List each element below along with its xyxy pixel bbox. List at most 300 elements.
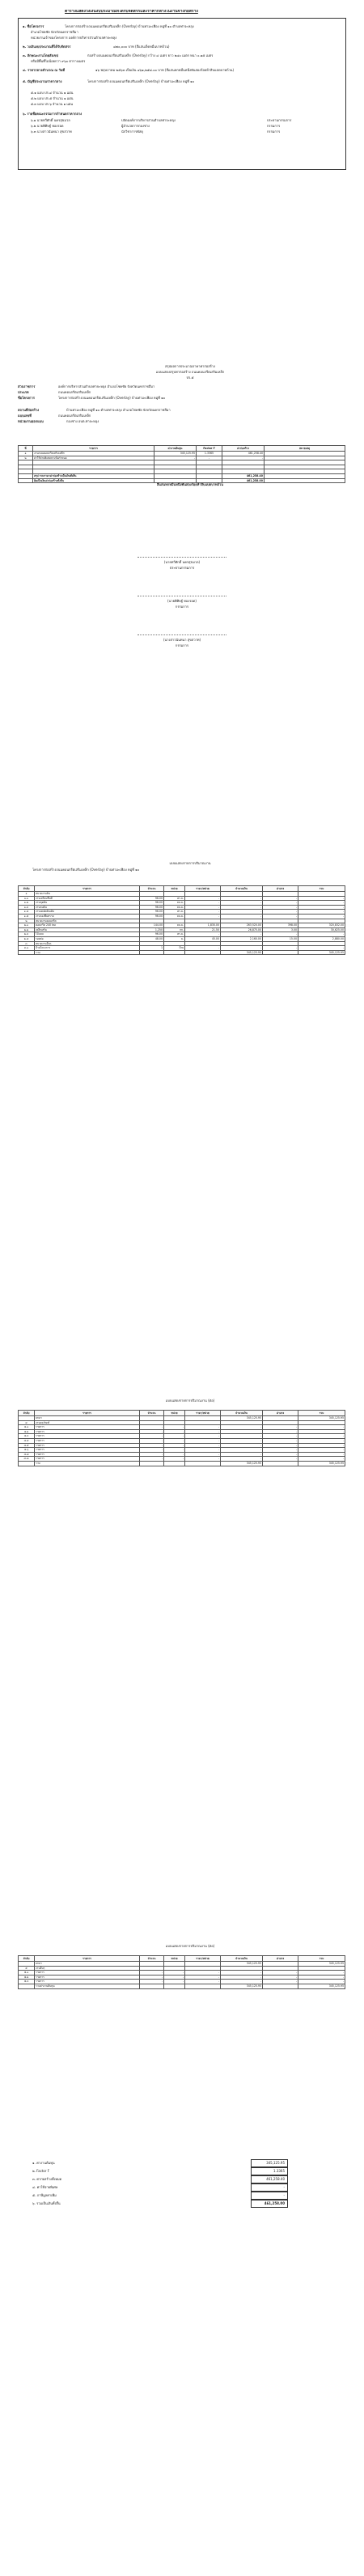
table-cell: - [140,1975,164,1980]
table-cell: 345,125.95 [298,950,345,955]
table-cell: - [298,914,345,919]
table-cell: 398.00 [263,923,298,928]
table-cell: - [185,1438,221,1443]
p1-item-1-text: โครงการก่อสร้างถนนคอนกรีตเสริมเหล็ก (Overlay) บ้านท่ามะเฟือง หมู่ที่ ๑๐ ตำบลท่าจะหลุง [65,24,194,28]
table-row [19,1461,345,1466]
p4-head: แบบแสดงรายการปริมาณงาน (ต่อ) [165,1398,215,1403]
table-cell: รายการ [35,1980,140,1984]
table-cell: - [298,1448,345,1453]
table-row [19,1984,345,1988]
p5-note-1: ๑. ค่างานต้นทุน [32,2161,55,2165]
table-cell: ๑.๓ [19,905,35,910]
table-cell: ตร.ม. [164,910,185,915]
table-cell: - [263,946,298,951]
table-cell: - [263,1980,298,1984]
table-cell: - [298,1434,345,1439]
table-cell: ๓ [19,941,35,946]
table-cell [185,950,221,955]
table-cell: งานครุภัณฑ์ [35,1420,140,1425]
p1-item-3b-text: หรือมีพื้นที่ไม่น้อยกว่า ๙๖๐ ตารางเมตร [31,59,86,63]
table-cell: - [185,1425,221,1430]
table-cell: - [185,910,221,915]
table-cell: 96.00 [140,896,164,901]
table-cell [140,1984,164,1988]
table-cell: - [263,914,298,919]
p1-committee-1-role: ประธานกรรมการ [267,118,292,122]
p1-committee-1-pos: ปลัดองค์การบริหารส่วนตำบลท่าจะหลุง [121,118,176,122]
table-cell: 96.00 [140,914,164,919]
table-cell: ๕.๑ [19,1971,35,1975]
table-cell: ๔.๒ [19,1429,35,1434]
table-cell: ยกมา [35,1416,140,1421]
table-cell: - [185,905,221,910]
table-cell [263,950,298,955]
table-row: ๑ งานถนนคอนกรีตเสริมเหล็ก 345,125.95 1.3365 461,258.40 [19,452,345,456]
table-cell: 96.00 [140,910,164,915]
p2-info-1-v: ถนนคอนกรีตเสริมเหล็ก [58,390,91,394]
p2-sign-1-role: ประธานกรรมการ [169,566,195,570]
table-cell: - [221,1438,263,1443]
table-cell: - [263,1438,298,1443]
table-cell: - [263,1971,298,1975]
table-cell: - [221,932,263,937]
p5-note-2: ๒. Factor F [32,2169,49,2173]
table-cell: 96.00 [140,901,164,906]
table-row: ๒ ค่าใช้จ่ายพิเศษตามข้อกำหนด - - - [19,456,345,460]
p2-info-0-v: องค์การบริหารส่วนตำบลท่าจะหลุง อำเภอโชคชัย จังหวัดนครราชสีมา [58,384,155,388]
p3-project: โครงการก่อสร้างถนนคอนกรีตเสริมเหล็ก (Overlay) บ้านท่ามะเฟือง หมู่ที่ ๑๐ [32,868,140,872]
table-cell: ป้าย [164,946,185,951]
table-cell: รายการ [35,1425,140,1430]
table-cell: ๔.๘ [19,1457,35,1462]
p4-boq-table [18,1410,345,1466]
table-cell [263,1461,298,1466]
table-cell: - [140,1448,164,1453]
p2-col-cost: ค่างานต้นทุน [154,446,197,452]
table-cell: รายการ [35,1971,140,1975]
table-cell: 96.00 [140,932,164,937]
table-cell: หมวดงานดิน [35,892,140,897]
table-cell: 345,125.95 [221,1984,263,1988]
table-cell: - [140,1434,164,1439]
table-cell: งานเตรียมพื้นที่ [35,896,140,901]
table-cell: - [140,1425,164,1430]
table-cell: - [185,946,221,951]
p2-info-5-v: กองช่าง อบต.ท่าจะหลุง [66,419,99,423]
table-cell: ๓.๑ [19,946,35,951]
p2-head3: ปร.๕ [186,376,194,380]
p2-col-total: ค่าก่อสร้าง [222,446,265,452]
table-cell: - [263,1443,298,1448]
p5-summary-4: - [283,2185,285,2189]
p1-committee-3-name: ๖.๓ นางสาวนันทนา สุขสวาท [31,129,72,134]
table-cell: - [164,1434,185,1439]
table-cell: ๒.๑ [19,923,35,928]
table-cell: 1,830.00 [185,923,221,928]
p5-summary-2: 1.3365 [273,2169,285,2173]
p1-item-6-label: ๖. รายชื่อคณะกรรมการกำหนดราคากลาง [23,112,83,116]
table-cell [164,1461,185,1466]
table-cell: ๔.๔ [19,1438,35,1443]
table-cell: รายการ [35,1434,140,1439]
table-cell: - [263,910,298,915]
table-cell: ๕.๒ [19,1975,35,1980]
table-cell: - [140,1438,164,1443]
table-cell: - [164,1452,185,1457]
table-cell: 30,625.00 [298,927,345,932]
p2-sign-2-name: (นายพิศิษฐ์ ทองรอด) [167,599,197,603]
p3-head: แบบแสดงรายการปริมาณงาน [169,861,211,865]
p2-info-2-v: โครงการก่อสร้างถนนคอนกรีตเสริมเหล็ก (Overlay) บ้านท่ามะเฟือง หมู่ที่ ๑๐ [58,396,166,400]
table-cell: 96.00 [140,905,164,910]
table-cell: ๔.๑ [19,1425,35,1430]
table-cell: - [263,1457,298,1462]
table-cell: - [298,932,345,937]
table-cell: - [164,1438,185,1443]
table-cell: - [221,1980,263,1984]
p1-item-3-text: ก่อสร้างถนนคอนกรีตเสริมเหล็ก (Overlay) กว้าง ๔ เมตร ยาว ๒๔๐ เมตร หนา ๐.๑๕ เมตร [87,53,214,57]
table-cell: ๔ [19,1420,35,1425]
table-cell: รายการ [35,1448,140,1453]
page-3-bill-of-quantities [0,858,364,1327]
table-cell: 345,125.95 [221,1962,263,1967]
table-cell: - [298,910,345,915]
p2-info-4-v: ถนนคอนกรีตเสริมเหล็ก [58,414,91,418]
p5-summary-1: 345,125.95 [266,2161,285,2165]
table-row-rounded: คิดเป็นเงินค่าก่อสร้างทั้งสิ้น 461,258.00 [19,478,345,483]
table-cell: 15.00 [263,936,298,941]
p5-note-3: ๓. ค่าก่อสร้างทั้งหมด [32,2177,62,2181]
table-cell: ลบ.ม. [164,905,185,910]
table-cell: 345,125.95 [221,1461,263,1466]
table-cell: ลบ.ม. [164,914,185,919]
table-cell: ๕.๓ [19,1980,35,1984]
table-cell: หมวดงานคอนกรีต [35,919,140,923]
p2-head1: สรุปผลการประมาณราคาค่าก่อสร้าง [164,364,216,368]
table-cell: ลบ.ม. [164,923,185,928]
p5-note-6: ๖. รวมเป็นเงินทั้งสิ้น [32,2201,61,2205]
table-cell [263,1984,298,1988]
table-cell: ๕ [19,1966,35,1971]
table-cell: - [185,1980,221,1984]
table-cell: - [140,1980,164,1984]
table-cell: งานรองพื้นทราย [35,914,140,919]
table-cell: - [221,1429,263,1434]
table-cell: ๔.๗ [19,1452,35,1457]
p2-sign-1-name: (นายทวีศักดิ์ นครสุขมวล) [163,560,201,564]
table-cell: - [185,1971,221,1975]
table-cell [164,950,185,955]
table-cell: - [140,1971,164,1975]
table-cell: งานบดอัดดินเดิม [35,910,140,915]
table-cell: 2,880.00 [298,936,345,941]
p2-total-text: สี่แสนหกหมื่นหนึ่งพันสองร้อยห้าสิบแปดบาทถ้วน [156,482,224,486]
table-cell: - [263,932,298,937]
table-cell: - [164,1975,185,1980]
table-cell: - [263,1425,298,1430]
table-cell: - [298,946,345,951]
p2-col-factor: Factor F [197,446,222,452]
table-cell: งานอื่นๆ [35,1966,140,1971]
table-cell: - [263,905,298,910]
table-cell: ๑.๒ [19,901,35,906]
p1-committee-1-name: ๖.๑ นายทวีศักดิ์ นครสุขมวล [31,118,70,122]
p1-item-1b-text: อำเภอโชคชัย จังหวัดนครราชสีมา [31,30,78,34]
p1-item-5-3: ๕.๓ แบบ ปร.๖ จำนวน ๑ แผ่น [31,102,74,106]
table-cell: ๑.๑ [19,896,35,901]
p1-committee-2-role: กรรมการ [267,124,281,128]
table-cell: ลบ.ม. [164,901,185,906]
table-cell: 345,125.95 [298,1461,345,1466]
p5-table-body [19,1962,345,1989]
table-cell: - [221,1452,263,1457]
p5-boq-table [18,1955,345,1989]
table-cell: - [164,1429,185,1434]
table-cell: ๑.๕ [19,914,35,919]
table-cell: หมวดงานอื่นๆ [35,941,140,946]
p2-info-0-k: ส่วนราชการ [18,384,36,388]
table-cell: - [298,1443,345,1448]
table-cell [140,950,164,955]
table-cell: 3.00 [263,927,298,932]
table-cell: 2,160.00 [221,936,263,941]
table-cell: ไม้แบบ [35,932,140,937]
table-cell: - [221,901,263,906]
table-cell [19,950,35,955]
table-cell [19,1984,35,1988]
table-cell: 48.00 [140,936,164,941]
table-cell: ตร.ม. [164,896,185,901]
table-cell: - [298,905,345,910]
p2-info-3-k: สถานที่ก่อสร้าง [18,408,40,412]
table-cell: ป้ายโครงการ [35,946,140,951]
table-cell: - [298,1975,345,1980]
p4-table-body [19,1416,345,1466]
table-cell: - [140,1443,164,1448]
table-cell: - [221,914,263,919]
p1-item-5-1: ๕.๑ แบบ ปร.๔ จำนวน ๑ แผ่น [31,91,74,95]
table-row [19,950,345,955]
table-row-total: สรุป รวมราคาค่าก่อสร้างเป็นเงินทั้งสิ้น 461,258.40 [19,473,345,478]
p3-boq-table [18,885,345,955]
p1-committee-2-name: ๖.๒ นายพิศิษฐ์ ทองรอด [31,124,64,128]
table-cell: - [298,1438,345,1443]
table-cell: - [263,1975,298,1980]
table-cell: - [298,1425,345,1430]
table-cell: รายการ [35,1457,140,1462]
table-cell: 26,875.00 [221,927,263,932]
p5-note-4: ๔. ค่าใช้จ่ายพิเศษ [32,2185,58,2189]
table-cell: - [221,1975,263,1980]
p4-table-header: ลำดับ รายการ จำนวน หน่วย ราคา/หน่วย จำนวนเงิน ค่าแรง รวม [19,1411,345,1416]
p2-summary-table [18,445,345,483]
table-cell [140,1461,164,1466]
table-cell: 45.00 [185,936,221,941]
table-cell: - [298,1980,345,1984]
table-cell: - [263,1448,298,1453]
table-cell: - [221,905,263,910]
p1-item-5-text: โครงการก่อสร้างถนนคอนกรีตเสริมเหล็ก (Overlay) บ้านท่ามะเฟือง หมู่ที่ ๑๐ [87,79,195,83]
table-cell: - [221,946,263,951]
table-cell: - [185,914,221,919]
table-cell: รวม [35,1461,140,1466]
table-cell: - [185,1443,221,1448]
table-cell: - [221,1971,263,1975]
table-cell: ๒.๓ [19,932,35,937]
table-cell: 1,250 [140,927,164,932]
table-cell: - [185,1448,221,1453]
table-cell: 345,125.95 [298,1984,345,1988]
p1-committee-2-pos: ผู้อำนวยการกองช่าง [121,124,150,128]
p1-item-1c-text: หน่วยงานเจ้าของโครงการ องค์การบริหารส่วนตำบลท่าจะหลุง [31,36,117,40]
table-cell: - [164,1457,185,1462]
table-cell: - [185,901,221,906]
table-cell: งานขุดดิน [35,901,140,906]
table-cell: งานถมดิน [35,905,140,910]
table-cell: 1 [140,946,164,951]
table-cell: 320,832.00 [298,923,345,928]
table-cell: รวม [35,950,140,955]
p2-sign-line-1 [138,557,226,558]
table-cell: - [298,1429,345,1434]
page-1-budget-summary [0,0,364,174]
p1-item-4-label: ๔. ราคากลางคำนวณ ณ วันที่ [23,68,66,72]
table-cell: ตร.ม. [164,932,185,937]
table-cell: - [164,1448,185,1453]
table-cell: รายการ [35,1438,140,1443]
table-cell: ยกมา [35,1962,140,1967]
p2-col-note: หมายเหตุ [265,446,345,452]
table-cell: รอยต่อ [35,936,140,941]
table-cell: รายการ [35,1443,140,1448]
table-cell: - [185,1457,221,1462]
table-cell: - [263,896,298,901]
p2-head2: แบบแสดงสรุปค่าก่อสร้าง ถนนคอนกรีตเสริมเหล็ก [155,370,225,374]
p2-sign-3-name: (นางสาวนันทนา สุขสวาท) [163,638,201,642]
p1-item-3-label: ๓. ลักษณะงานโดยสังเขป [23,53,59,57]
table-cell: - [221,1457,263,1462]
table-cell: - [298,1452,345,1457]
table-cell: รวมค่างานต้นทุน [35,1984,140,1988]
table-cell [185,1461,221,1466]
table-cell: - [298,901,345,906]
table-cell: ๒ [19,919,35,923]
page-5-bill-of-quantities [0,1942,364,2576]
p2-col-item: รายการ [33,446,154,452]
table-cell: - [185,1975,221,1980]
p2-info-3-v: บ้านท่ามะเฟือง หมู่ที่ ๑๐ ตำบลท่าจะหลุง อำเภอโชคชัย จังหวัดนครราชสีมา [66,408,171,412]
table-cell: รายการ [35,1975,140,1980]
p3-table-body [19,892,345,955]
table-cell: 144.00 [140,923,164,928]
table-cell: 263,520.00 [221,923,263,928]
table-cell: - [140,1452,164,1457]
table-cell: 345,125.95 [221,1416,263,1421]
p1-committee-3-pos: นักวิชาการพัสดุ [121,129,143,134]
p5-table-header: ลำดับ รายการ จำนวน หน่วย ราคา/หน่วย จำนวนเงิน ค่าแรง รวม [19,1956,345,1962]
p2-sign-line-3 [138,634,226,635]
p2-info-1-k: ประเภท [18,390,29,394]
table-cell: - [185,1452,221,1457]
table-cell: - [298,1971,345,1975]
table-cell: - [164,1971,185,1975]
table-cell: - [221,1434,263,1439]
table-cell: 345,125.95 [298,1416,345,1421]
table-cell: - [298,896,345,901]
p2-sign-3-role: กรรมการ [175,643,189,647]
table-cell: ๑ [19,892,35,897]
table-cell: ๔.๓ [19,1434,35,1439]
table-cell: - [140,1429,164,1434]
table-cell: 345,125.95 [298,1962,345,1967]
table-cell: - [221,896,263,901]
table-cell: - [140,1457,164,1462]
p1-committee-3-role: กรรมการ [267,129,281,134]
p1-item-1-label: ๑. ชื่อโครงการ [23,24,44,28]
p5-head: แบบแสดงรายการปริมาณงาน (ต่อ) [165,1944,215,1948]
p2-info-4-k: แบบเลขที่ [18,414,32,418]
table-cell: - [185,1434,221,1439]
p2-sign-2-role: กรรมการ [175,605,189,609]
table-cell: - [263,1434,298,1439]
table-cell: - [164,1980,185,1984]
p1-item-5-2: ๕.๒ แบบ ปร.๕ จำนวน ๑ แผ่น [31,96,74,100]
table-cell: - [185,1429,221,1434]
table-cell: ๔.๕ [19,1443,35,1448]
p5-summary-6: 461,258.00 [264,2201,285,2205]
table-cell [19,1461,35,1466]
table-cell: กก. [164,927,185,932]
table-cell: ม. [164,936,185,941]
table-cell: 21.50 [185,927,221,932]
page-4-bill-of-quantities [0,1392,364,1861]
table-cell: เหล็กเสริม [35,927,140,932]
p3-table-header: ลำดับ รายการ จำนวน หน่วย ราคา/หน่วย จำนวนเงิน ค่าแรง รวม [19,886,345,892]
p1-item-5-label: ๕. บัญชีประมาณราคากลาง [23,79,62,83]
table-cell: คอนกรีต 240 ksc [35,923,140,928]
p5-note-5: ๕. ภาษีมูลค่าเพิ่ม [32,2193,57,2197]
table-cell: ๑.๔ [19,910,35,915]
table-cell [164,1984,185,1988]
p5-summary-3: 461,258.40 [266,2177,285,2181]
p2-col-no: ที่ [19,446,33,452]
table-cell: ๔.๖ [19,1448,35,1453]
table-cell: - [298,1457,345,1462]
p1-item-2-label: ๒. วงเงินงบประมาณที่ได้รับจัดสรร [23,45,71,49]
p5-summary-5: - [283,2193,285,2197]
p2-info-5-k: หน่วยงานออกแบบ [18,419,44,423]
page1-title: ตารางแสดงวงเงินงบประมาณที่ได้รับจัดสรรและราคากลางในงานจ้างก่อสร้าง [65,10,198,14]
p1-item-4-text: ๑๖ พฤษภาคม ๒๕๖๓ เป็นเงิน ๔๖๑,๒๕๘.๐๐ บาท (สี่แสนหกหมื่นหนึ่งพันสองร้อยห้าสิบแปดบาทถ้วน) [95,68,235,72]
table-cell: - [221,1448,263,1453]
p2-info-2-k: ชื่อโครงการ [18,396,35,400]
p2-table-header [19,446,345,452]
page-2-cost-summary [0,340,364,809]
table-cell: - [221,1425,263,1430]
table-cell: - [221,1443,263,1448]
table-cell: ๒.๒ [19,927,35,932]
table-cell: - [185,896,221,901]
table-cell: รายการ [35,1429,140,1434]
table-cell: - [164,1425,185,1430]
table-cell: - [185,932,221,937]
table-cell: - [263,1452,298,1457]
table-cell [185,1984,221,1988]
table-cell: - [263,1429,298,1434]
table-cell: - [263,901,298,906]
table-cell: ๒.๔ [19,936,35,941]
table-cell: - [164,1443,185,1448]
